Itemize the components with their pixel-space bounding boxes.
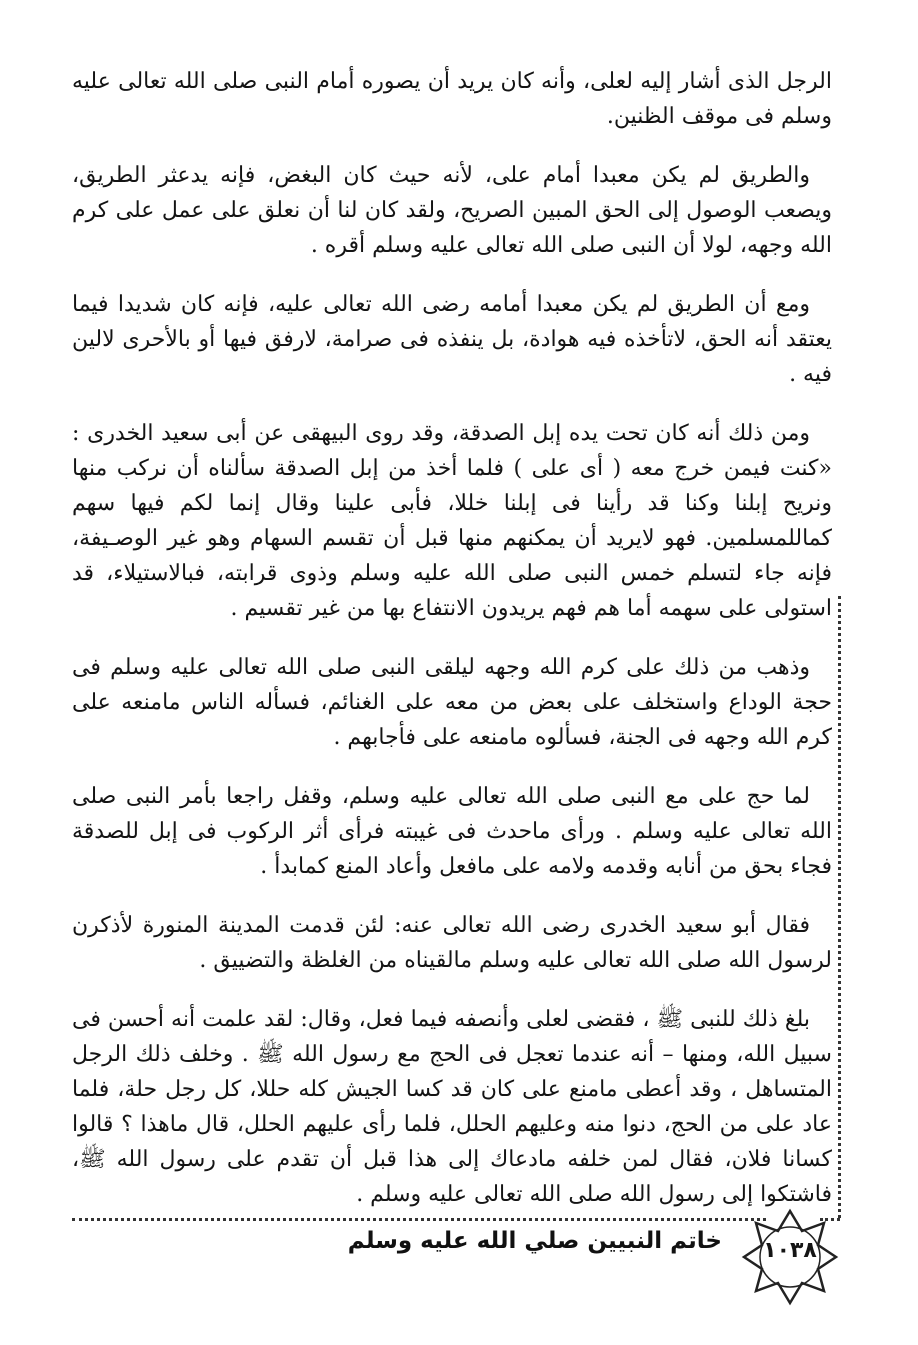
paragraph: ومع أن الطريق لم يكن معبدا أمامه رضى الله تعالى عليه، فإنه كان شديدا فيما يعتقد أنه الحق، لاتأخذه فيه هوادة، بل ينفذه فى صرامة، لارفق فيها أو بالأحرى لالين فيه . [72, 292, 832, 387]
paragraph: لما حج على مع النبى صلى الله تعالى عليه وسلم، وقفل راجعا بأمر النبى صلى الله تعالى عليه وسلم . ورأى ماحدث فى غيبته فرأى أثر الركوب فى إبل للصدقة فجاء بحق من أنابه وقدمه ولامه على مافعل وأعاد المنع كمابدأ . [72, 784, 832, 879]
paragraph: وذهب من ذلك على كرم الله وجهه ليلقى النبى صلى الله تعالى عليه وسلم فى حجة الوداع واستخلف على بعض من معه على الغنائم، فسأله الناس مامنعه على كرم الله وجهه فى الجنة، فسألوه مامنعه على فأجابهم . [72, 655, 832, 750]
margin-border-vertical [838, 596, 841, 1218]
paragraph: ومن ذلك أنه كان تحت يده إبل الصدقة، وقد روى البيهقى عن أبى سعيد الخدرى : «كنت فيمن خرج معه ( أى على ) فلما أخذ من إبل الصدقة سألناه أن نركب منها ونريح إبلنا وكنا قد رأينا فى إبلنا خللا، فأبى علينا وقال إنما لكم فيها سهم كماللمسلمين. فهو لايريد أن يمكنهم منها قبل أن تقسم السهام وهو غير الوصـيفة، فإنه جاء لتسلم خمس النبى صلى الله عليه وسلم وذوى قرابته، فبالاستيلاء، قد استولى على سهمه أما هم فهم يريدون الانتفاع بها من غير تقسيم . [72, 421, 832, 621]
paragraph: بلغ ذلك للنبى ﷺ ، فقضى لعلى وأنصفه فيما فعل، وقال: لقد علمت أنه أحسن فى سبيل الله، ومنها – أنه عندما تعجل فى الحج مع رسول الله ﷺ . وخلف ذلك الرجل المتساهل ، وقد أعطى مامنع على كان قد كسا الجيش كله حللا، كل رجل حلة، فلما عاد على من الحج، دنوا منه وعليهم الحلل، فلما رأى عليهم الحلل، قال ماهذا ؟ قالوا كسانا فلان، فقال لمن خلفه مادعاك إلى هذا قبل أن تقدم على رسول الله ﷺ، فاشتكوا إلى رسول الله صلى الله تعالى عليه وسلم . [72, 1007, 832, 1207]
footer-book-title: خاتم النبيين صلي الله عليه وسلم [347, 1228, 722, 1254]
body-text [72, 64, 832, 1236]
footer-border-line [72, 1218, 766, 1221]
paragraph: الرجل الذى أشار إليه لعلى، وأنه كان يريد أن يصوره أمام النبى صلى الله تعالى عليه وسلم فى موقف الظنين. [72, 69, 832, 129]
paragraph: فقال أبو سعيد الخدرى رضى الله تعالى عنه: لئن قدمت المدينة المنورة لأذكرن لرسول الله صلى الله تعالى عليه وسلم مالقيناه من الغلظة والتضييق . [72, 913, 832, 973]
page-number: ١٠٣٨ [763, 1238, 817, 1263]
paragraph: والطريق لم يكن معبدا أمام على، لأنه حيث كان البغض، فإنه يدعثر الطريق، ويصعب الوصول إلى الحق المبين الصريح، ولقد كان لنا أن نعلق على عمل على كرم الله وجهه، لولا أن النبى صلى الله تعالى عليه وسلم أقره . [72, 163, 832, 258]
